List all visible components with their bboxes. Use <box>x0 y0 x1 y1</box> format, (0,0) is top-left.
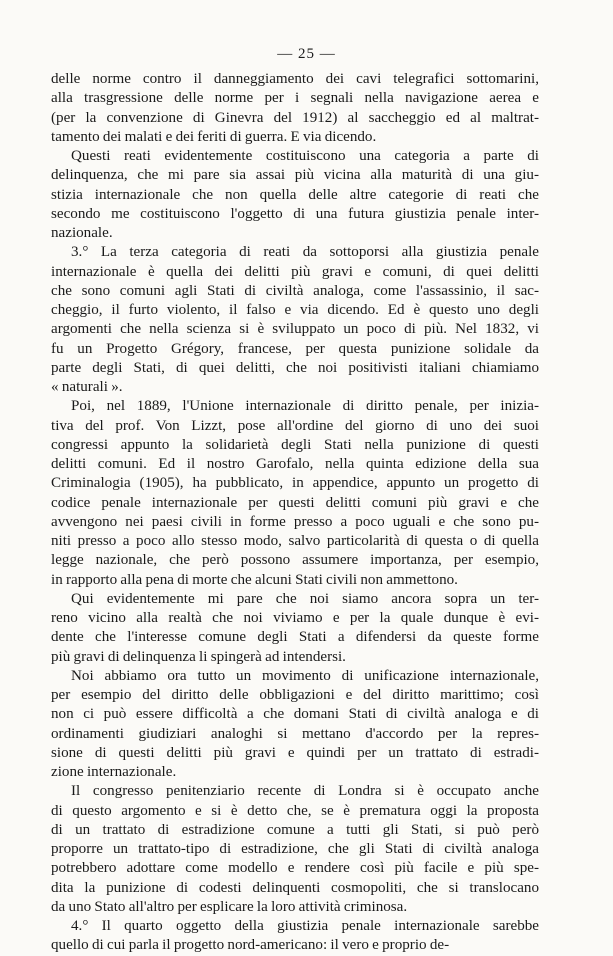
text-line: Poi, nel 1889, l'Unione internazionale di diritto penale, per inizia- <box>71 398 539 415</box>
text-line: non ci può essere difficoltà a che domani Stati di civiltà analoga e di <box>51 706 539 723</box>
text-line: più gravi di delinquenza li spingerà ad intendersi. <box>51 648 346 665</box>
paragraph <box>51 917 539 956</box>
text-line: « naturali ». <box>51 379 123 395</box>
text-line: parte degli Stati, di quei delitti, che noi positivisti italiani chiamiamo <box>51 359 539 376</box>
text-line: legge nazionale, che però possono assumere importanza, per esempio, <box>51 552 539 569</box>
text-line: tiva del prof. Von Lizzt, pose all'ordine del giorno di uno dei suoi <box>51 417 539 434</box>
text-line: proporre un trattato-tipo di estradizione, che gli Stati di civiltà analoga <box>51 841 539 857</box>
text-line: tamento dei malati e dei feriti di guerra. E via dicendo. <box>51 128 377 145</box>
text-line: nazionale. <box>51 225 113 241</box>
text-line: niti presso a poco allo stesso modo, salvo particolarità di questa o di quella <box>51 533 539 549</box>
paragraph <box>51 70 539 147</box>
text-line: di questo argomento e si è detto che, se è prematura oggi la proposta <box>51 802 539 819</box>
text-line: Qui evidentemente mi pare che noi siamo ancora sopra un ter- <box>71 590 539 607</box>
text-line: delle norme contro il danneggiamento dei cavi telegrafici sottomarini, <box>51 71 539 87</box>
text-line: reno vicino alla realtà che noi viviamo e per la quale dunque è evi- <box>51 610 539 626</box>
text-line: Il congresso penitenziario recente di Londra si è occupato anche <box>71 783 539 800</box>
text-line: fu un Progetto Grégory, francese, per questa punizione solidale da <box>51 340 539 357</box>
text-line: zione internazionale. <box>51 764 177 780</box>
paragraph <box>51 782 539 917</box>
text-line: Questi reati evidentemente costituiscono una categoria a parte di <box>71 148 539 164</box>
text-line: argomenti che nella scienza si è sviluppato un poco di più. Nel 1832, vi <box>51 321 539 338</box>
text-line: potrebbero adottare come modello e rendere così più facile e più spe- <box>51 860 539 877</box>
text-line: 4.° Il quarto oggetto della giustizia penale internazionale sarebbe <box>71 918 539 934</box>
paragraph <box>51 397 539 590</box>
text-line: stizia internazionale che non quella delle altre categorie di reati che <box>51 186 539 203</box>
text-line: di un trattato di estradizione comune a tutti gli Stati, si può però <box>51 821 539 838</box>
paragraph <box>51 667 539 783</box>
text-line: che sono comuni agli Stati di civiltà analoga, come l'assassinio, il sac- <box>51 282 539 299</box>
text-line: Criminalogia (1905), ha pubblicato, in appendice, appunto un progetto di <box>51 475 539 492</box>
text-line: Noi abbiamo ora tutto un movimento di unificazione internazionale, <box>71 667 539 684</box>
text-line: dita la punizione di codesti delinquenti cosmopoliti, che si translocano <box>51 879 539 896</box>
text-line: avvengono nei paesi civili in forme presso a poco uguali e che sono pu- <box>51 513 539 530</box>
text-line: alla trasgressione delle norme per i segnali nella navigazione aerea e <box>51 90 539 107</box>
text-line: dente che l'interesse comune degli Stati a difendersi da queste forme <box>51 629 539 646</box>
paragraph <box>51 243 539 397</box>
text-line: (per la convenzione di Ginevra del 1912) al saccheggio ed al maltrat- <box>51 109 539 126</box>
text-line: codice penale internazionale per questi delitti comuni più gravi e che <box>51 494 539 511</box>
text-line: internazionale è quella dei delitti più gravi e comuni, di quei delitti <box>51 263 539 280</box>
paragraph <box>51 147 539 243</box>
text-line: sione di questi delitti più gravi e quindi per un trattato di estradi- <box>51 744 539 761</box>
text-line: delinquenza, che mi pare sia assai più vicina alla maturità di una giu- <box>51 167 539 184</box>
text-line: ordinamenti giudiziari analoghi si mettano d'accordo per la repres- <box>51 725 539 742</box>
text-line: per esempio del diritto delle obbligazioni e del diritto marittimo; così <box>51 687 539 703</box>
page-number: — 25 — <box>277 46 336 62</box>
text-line: quello di cui parla il progetto nord-americano: il vero e proprio de- <box>51 937 450 954</box>
text-line: secondo me costituiscono l'oggetto di una futura giustizia penale inter- <box>51 205 539 222</box>
text-line: in rapporto alla pena di morte che alcuni Stati civili non ammettono. <box>51 571 458 588</box>
text-line: da uno Stato all'altro per esplicare la loro attività criminosa. <box>51 898 408 915</box>
body-text <box>51 70 539 956</box>
paragraph <box>51 590 539 667</box>
text-line: cheggio, il furto violento, il falso e via dicendo. Ed è questo uno degli <box>51 302 539 318</box>
text-line: 3.° La terza categoria di reati da sottoporsi alla giustizia penale <box>71 244 539 261</box>
text-line: congressi appunto la solidarietà degli Stati nella punizione di questi <box>51 436 539 453</box>
text-line: delitti comuni. Ed il nostro Garofalo, nella quinta edizione della sua <box>51 456 539 472</box>
